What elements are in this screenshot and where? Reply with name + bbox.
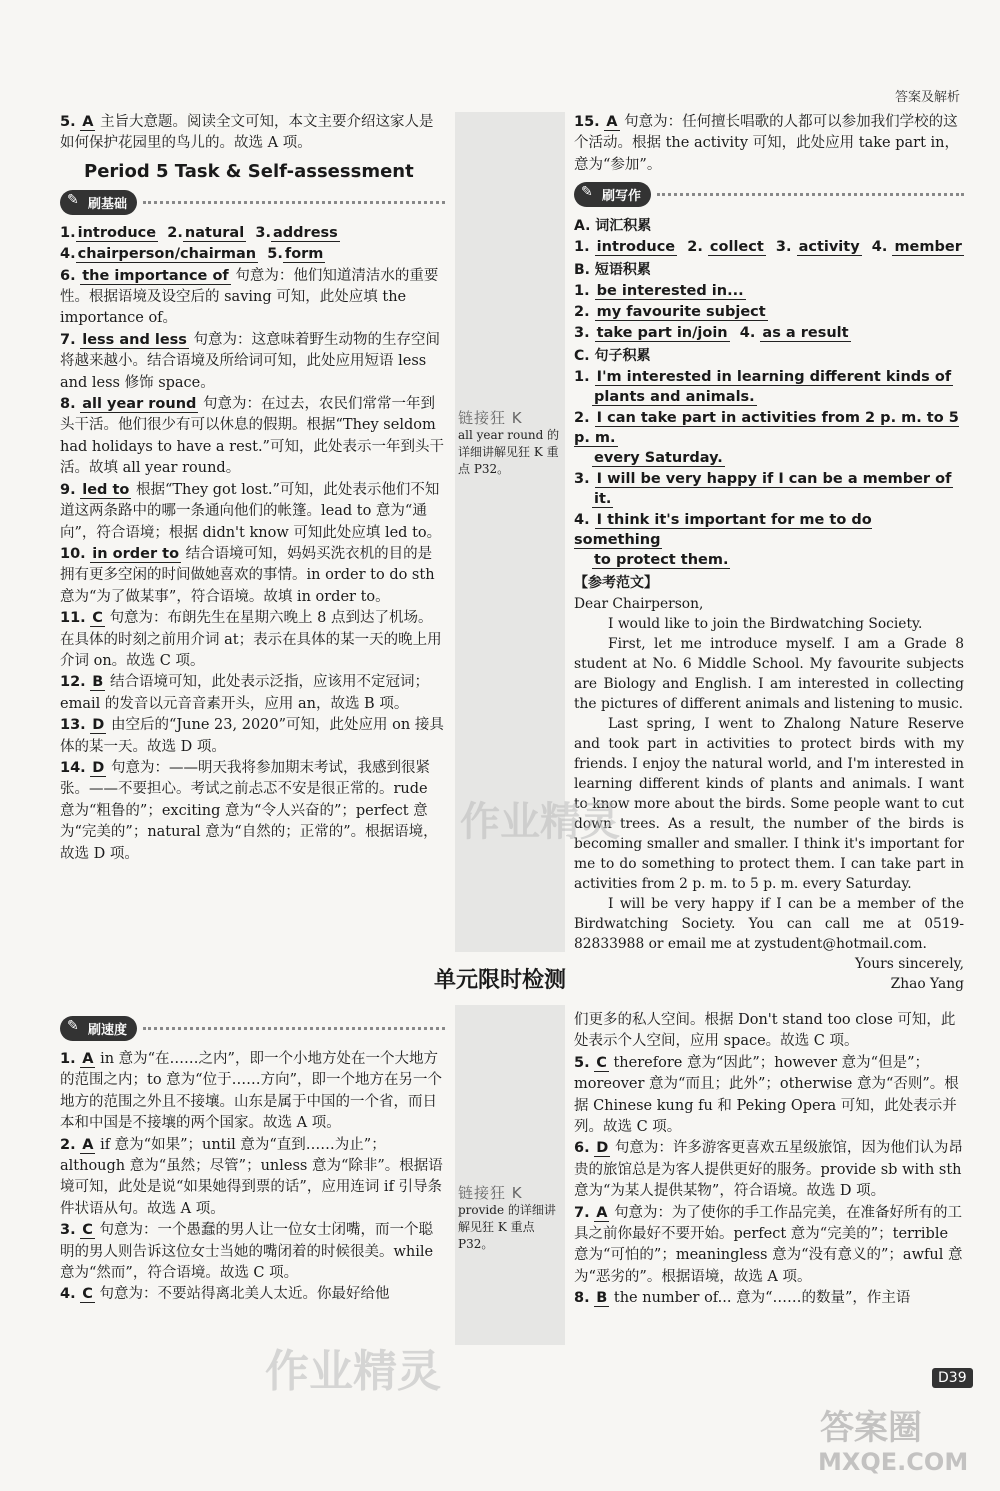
answer-continuation: 们更多的私人空间。根据 Don't stand too close 可知，此处表示个人空间，应用 space。故选 C 项。 <box>574 1012 956 1050</box>
watermark: 答案圈 <box>820 1408 922 1448</box>
sentence-answer: 3. I will be very happy if I can be a member of it. <box>574 471 952 508</box>
answer-item: 5. C therefore 意为“因此”；however 意为“但是”；moreover 意为“而且；此外”；otherwise 意为“否则”。根据 Chinese kung fu 和 Peking Opera 可知，此处表示并列。故选 C 项。 <box>574 1054 959 1136</box>
watermark: 作业精灵 <box>460 799 620 845</box>
section-tag: ✎ 刷写作 <box>574 182 964 207</box>
phrase-line: 3. take part in/join 4. as a result <box>574 325 849 342</box>
answer-item: 6. D 句意为：许多游客更喜欢五星级旅馆，因为他们认为昂贵的旅馆总是为客人提供更好的服务。provide sb with sth 意为“为某人提供某物”，符合语境。故选 D 项。 <box>574 1140 963 1200</box>
link-note: 链接狂 K all year round 的详细讲解见狂 K 重点 P32。 <box>458 409 560 476</box>
essay-paragraph: I will be very happy if I can be a member of the Birdwatching Society. You can call me at 0519-82833988 or email me at zystudent@hotmail.com. <box>574 896 964 953</box>
period-title: Period 5 Task & Self-assessment <box>84 160 414 182</box>
closing: Yours sincerely, <box>855 956 964 973</box>
answer-item: 3. C 句意为：一个愚蠢的男人让一位女士闭嘴，而一个聪明的男人则告诉这位女士当她的嘴闭着的时候很美。while 意为“然而”，符合语境。故选 C 项。 <box>60 1222 434 1282</box>
essay-paragraph: Last spring, I went to Zhalong Nature Reserve and took part in activities to protect birds with my friends. I enjoy the natural world, and I'm interested in learning different kinds of plants and animals. I want to know more about the birds. Some people want to cut down trees. As a result, the number of the birds is becoming smaller and smaller. I think it's important for me to do something to protect them. I can take part in activities from 2 p. m. to 5 p. m. every Saturday. <box>574 716 964 893</box>
reference-label: 【参考范文】 <box>574 575 658 592</box>
link-note: 链接狂 K provide 的详细讲解见狂 K 重点 P32。 <box>458 1184 556 1251</box>
sentence-answer: 4. I think it's important for me to do something to protect them. <box>574 512 872 569</box>
answer-line: 1. introduce 2. natural 3. address <box>60 224 338 241</box>
watermark: 作业精灵 <box>265 1346 441 1397</box>
signature: Zhao Yang <box>890 976 964 993</box>
answer-line: 4. chairperson/chairman 5. form <box>60 246 324 263</box>
answer-item: 2. A if 意为“如果”；until 意为“直到……为止”；although 意为“虽然；尽管”；unless 意为“除非”。根据语境可知，此处是说“如果她得到票的话”，应用连词 if 引导条件状语从句。故选 A 项。 <box>60 1136 443 1217</box>
answer-item: 7. less and less 句意为：这意味着野生动物的生存空间将越来越小。结合语境及所给词可知，此处应用短语 less and less 修饰 space。 <box>60 331 441 391</box>
answer-item: 4. C 句意为：不要站得离北美人太近。你最好给他 <box>60 1286 390 1303</box>
answer-item: 14. D 句意为：——明天我将参加期末考试，我感到很紧张。——不要担心。考试之前忐忑不安是很正常的。rude 意为“粗鲁的”；exciting 意为“令人兴奋的”；perfect 意为“完美的”；natural 意为“自然的；正常的”。根据语境，故选 D 项。 <box>60 759 438 862</box>
left-column-top <box>60 112 445 865</box>
section-label: C. 句子积累 <box>574 348 651 365</box>
page-number: D39 <box>932 1368 973 1388</box>
answer-item: 9. led to 根据“They got lost.”可知，此处表示他们不知道这两条路中的哪一条通向他们的帐篷。lead to 意为“通向”，符合语境；根据 didn't know 可知此处应填 led to。 <box>60 481 442 541</box>
phrase-line: 1. be interested in... <box>574 283 744 300</box>
section-tag: ✎ 刷速度 <box>60 1016 445 1041</box>
answer-item: 12. B 结合语境可知，此处表示泛指，应该用不定冠词；email 的发音以元音音素开头，应用 an，故选 B 项。 <box>60 674 429 712</box>
sentence-answer: 1. I'm interested in learning different kinds of plants and animals. <box>574 369 952 406</box>
essay-paragraph: I would like to join the Birdwatching Society. <box>608 616 923 633</box>
essay-paragraph: First, let me introduce myself. I am a Grade 8 student at No. 6 Middle School. My favourite subjects are Biology and English. I am interested in collecting the pictures of different animals and listening to music. <box>574 636 964 713</box>
watermark: MXQE.COM <box>818 1448 969 1476</box>
answer-item: 15. A 句意为：任何擅长唱歌的人都可以参加我们学校的这个活动。根据 the activity 可知，此处应用 take part in，意为“参加”。 <box>574 114 959 173</box>
answer-item: 8. B the number of... 意为“……的数量”，作主语 <box>574 1290 911 1307</box>
right-column-bottom <box>574 1010 964 1310</box>
center-strip-bottom <box>455 1005 565 1345</box>
answer-item: 11. C 句意为：布朗先生在星期六晚上 8 点到达了机场。在具体的时刻之前用介词 at；表示在具体的某一天的晚上用介词 on。故选 C 项。 <box>60 610 442 669</box>
section-tag: ✎ 刷基础 <box>60 190 445 215</box>
answer-item: 10. in order to 结合语境可知，妈妈买洗衣机的目的是拥有更多空闲的时间做她喜欢的事情。in order to do sth 意为“为了做某事”，符合语境。故填 in order to。 <box>60 545 435 605</box>
salutation: Dear Chairperson, <box>574 596 704 613</box>
vocab-line: 1. introduce 2. collect 3. activity 4. member <box>574 239 962 256</box>
phrase-line: 2. my favourite subject <box>574 304 766 321</box>
sentence-answer: 2. I can take part in activities from 2 p. m. to 5 p. m. every Saturday. <box>574 410 959 467</box>
answer-item: 8. all year round 句意为：在过去，农民们常常一年到头干活。他们很少有可以休息的假期。根据“They seldom had holidays to have a rest.”可知，此处表示一年到头干活。故填 all year round。 <box>60 396 444 477</box>
page-header: 答案及解析 <box>894 90 960 105</box>
left-column-bottom <box>60 1010 445 1306</box>
answer-item: 7. A 句意为：为了使你的手工作品完美，在准备好所有的工具之前你最好不要开始。perfect 意为“完美的”；terrible 意为“可怕的”；meaningless 意为“没有意义的”；awful 意为“恶劣的”。根据语境，故选 A 项。 <box>574 1204 963 1285</box>
answer-item: 1. A in 意为“在……之内”，即一个小地方处在一个大地方的范围之内；to 意为“位于……方向”，即一个地方在另一个地方的范围之外且不接壤。山东是属于中国的一个省，而日本和中国是不接壤的两个国家。故选 A 项。 <box>60 1051 442 1132</box>
answer-item: 13. D 由空后的“June 23, 2020”可知，此处应用 on 接具体的某一天。故选 D 项。 <box>60 717 444 755</box>
section-label: A. 词汇积累 <box>574 218 652 235</box>
section-title: 单元限时检测 <box>433 968 566 993</box>
answer-item: 5. A 主旨大意题。阅读全文可知，本文主要介绍这家人是如何保护花园里的鸟儿的。故选 A 项。 <box>60 114 434 152</box>
section-label: B. 短语积累 <box>574 262 651 279</box>
answer-item: 6. the importance of 句意为：他们知道清洁水的重要性。根据语境及设空后的 saving 可知，此处应填 the importance of。 <box>60 267 439 327</box>
right-column-top <box>574 112 964 994</box>
